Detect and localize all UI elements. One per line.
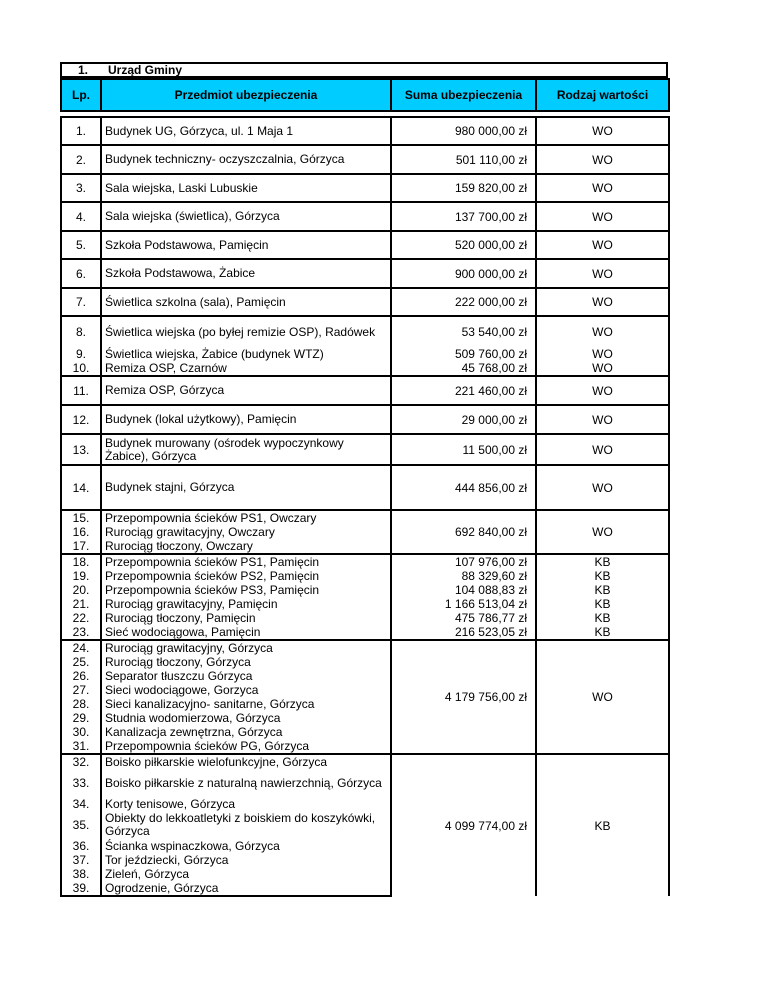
row-description: Studnia wodomierzowa, Górzyca bbox=[101, 711, 391, 725]
row-lp: 36. bbox=[61, 839, 101, 853]
row-description: Sieci wodociągowe, Gorzyca bbox=[101, 683, 391, 697]
header-sum: Suma ubezpieczenia bbox=[391, 79, 536, 111]
row-lp: 38. bbox=[61, 867, 101, 881]
row-type: KB bbox=[536, 625, 669, 640]
table-row bbox=[61, 347, 669, 361]
row-description: Boisko piłkarskie wielofunkcyjne, Górzyca bbox=[101, 754, 391, 769]
row-type: WO bbox=[536, 405, 669, 434]
row-lp: 37. bbox=[61, 853, 101, 867]
row-sum: 53 540,00 zł bbox=[391, 316, 536, 347]
group-type: WO bbox=[536, 640, 669, 754]
group-type: WO bbox=[536, 510, 669, 554]
row-description: Budynek (lokal użytkowy), Pamięcin bbox=[101, 405, 391, 434]
row-description: Remiza OSP, Górzyca bbox=[101, 376, 391, 405]
row-lp: 4. bbox=[61, 202, 101, 231]
table-row bbox=[61, 465, 669, 510]
table-row bbox=[61, 231, 669, 259]
row-sum: 221 460,00 zł bbox=[391, 376, 536, 405]
row-lp: 33. bbox=[61, 769, 101, 797]
row-lp: 27. bbox=[61, 683, 101, 697]
row-sum: 159 820,00 zł bbox=[391, 174, 536, 202]
table-row bbox=[61, 145, 669, 174]
table-body bbox=[61, 117, 669, 896]
row-description: Przepompownia ścieków PG, Górzyca bbox=[101, 739, 391, 754]
insurance-table bbox=[60, 78, 670, 897]
header-type: Rodzaj wartości bbox=[536, 79, 669, 111]
group-sum: 692 840,00 zł bbox=[391, 510, 536, 554]
row-lp: 20. bbox=[61, 583, 101, 597]
table-row bbox=[61, 259, 669, 288]
row-lp: 31. bbox=[61, 739, 101, 754]
row-description: Ścianka wspinaczkowa, Górzyca bbox=[101, 839, 391, 853]
table-row bbox=[61, 202, 669, 231]
table-row bbox=[61, 554, 669, 569]
row-description: Budynek stajni, Górzyca bbox=[101, 465, 391, 510]
row-lp: 19. bbox=[61, 569, 101, 583]
section-number: 1. bbox=[77, 63, 88, 77]
header-row bbox=[61, 79, 669, 111]
row-lp: 21. bbox=[61, 597, 101, 611]
row-sum: 980 000,00 zł bbox=[391, 117, 536, 145]
row-sum: 29 000,00 zł bbox=[391, 405, 536, 434]
row-type: KB bbox=[536, 597, 669, 611]
table-row bbox=[61, 316, 669, 347]
row-type: WO bbox=[536, 376, 669, 405]
row-lp: 2. bbox=[61, 145, 101, 174]
row-lp: 3. bbox=[61, 174, 101, 202]
row-sum: 520 000,00 zł bbox=[391, 231, 536, 259]
row-lp: 39. bbox=[61, 881, 101, 896]
row-description: Świetlica szkolna (sala), Pamięcin bbox=[101, 288, 391, 316]
row-type: WO bbox=[536, 174, 669, 202]
row-lp: 34. bbox=[61, 797, 101, 811]
section-title-row bbox=[60, 62, 668, 78]
row-sum: 475 786,77 zł bbox=[391, 611, 536, 625]
row-description: Rurociąg grawitacyjny, Owczary bbox=[101, 525, 391, 539]
table-row bbox=[61, 625, 669, 640]
row-lp: 35. bbox=[61, 811, 101, 839]
row-lp: 15. bbox=[61, 510, 101, 525]
group-sum: 4 179 756,00 zł bbox=[391, 640, 536, 754]
table-row bbox=[61, 117, 669, 145]
row-type: WO bbox=[536, 434, 669, 465]
row-description: Rurociąg tłoczony, Górzyca bbox=[101, 655, 391, 669]
row-description: Tor jeździecki, Górzyca bbox=[101, 853, 391, 867]
table-row bbox=[61, 597, 669, 611]
group-sum: 4 099 774,00 zł bbox=[391, 754, 536, 896]
row-lp: 23. bbox=[61, 625, 101, 640]
row-type: WO bbox=[536, 361, 669, 376]
row-description: Szkoła Podstawowa, Pamięcin bbox=[101, 231, 391, 259]
row-lp: 22. bbox=[61, 611, 101, 625]
row-type: KB bbox=[536, 583, 669, 597]
row-sum: 45 768,00 zł bbox=[391, 361, 536, 376]
section-name: Urząd Gminy bbox=[108, 63, 183, 77]
row-description: Przepompownia ścieków PS1, Pamięcin bbox=[101, 554, 391, 569]
row-description: Budynek techniczny- oczyszczalnia, Górzyca bbox=[101, 145, 391, 174]
row-lp: 11. bbox=[61, 376, 101, 405]
row-type: WO bbox=[536, 316, 669, 347]
row-lp: 26. bbox=[61, 669, 101, 683]
row-sum: 137 700,00 zł bbox=[391, 202, 536, 231]
row-description: Sala wiejska (świetlica), Górzyca bbox=[101, 202, 391, 231]
table-row bbox=[61, 640, 669, 655]
row-lp: 12. bbox=[61, 405, 101, 434]
row-description: Boisko piłkarskie z naturalną nawierzchnią, Górzyca bbox=[101, 769, 391, 797]
row-type: WO bbox=[536, 347, 669, 361]
insurance-sheet bbox=[60, 62, 668, 897]
group-type: KB bbox=[536, 754, 669, 896]
table-row bbox=[61, 288, 669, 316]
row-lp: 14. bbox=[61, 465, 101, 510]
row-description: Sieć wodociągowa, Pamięcin bbox=[101, 625, 391, 640]
row-lp: 8. bbox=[61, 316, 101, 347]
row-description: Separator tłuszczu Górzyca bbox=[101, 669, 391, 683]
header-lp: Lp. bbox=[61, 79, 101, 111]
row-lp: 13. bbox=[61, 434, 101, 465]
row-sum: 104 088,83 zł bbox=[391, 583, 536, 597]
row-description: Przepompownia ścieków PS1, Owczary bbox=[101, 510, 391, 525]
row-sum: 216 523,05 zł bbox=[391, 625, 536, 640]
table-row bbox=[61, 583, 669, 597]
row-type: KB bbox=[536, 569, 669, 583]
row-description: Rurociąg tłoczony, Owczary bbox=[101, 539, 391, 554]
row-description: Świetlica wiejska (po byłej remizie OSP), Radówek bbox=[101, 316, 391, 347]
row-type: WO bbox=[536, 202, 669, 231]
row-description: Przepompownia ścieków PS3, Pamięcin bbox=[101, 583, 391, 597]
row-lp: 10. bbox=[61, 361, 101, 376]
row-type: KB bbox=[536, 554, 669, 569]
row-sum: 444 856,00 zł bbox=[391, 465, 536, 510]
row-type: WO bbox=[536, 288, 669, 316]
row-lp: 25. bbox=[61, 655, 101, 669]
table-row bbox=[61, 611, 669, 625]
row-lp: 6. bbox=[61, 259, 101, 288]
row-lp: 5. bbox=[61, 231, 101, 259]
row-description: Świetlica wiejska, Żabice (budynek WTZ) bbox=[101, 347, 391, 361]
row-sum: 107 976,00 zł bbox=[391, 554, 536, 569]
row-description: Korty tenisowe, Górzyca bbox=[101, 797, 391, 811]
row-type: WO bbox=[536, 145, 669, 174]
row-sum: 1 166 513,04 zł bbox=[391, 597, 536, 611]
row-sum: 900 000,00 zł bbox=[391, 259, 536, 288]
table-row bbox=[61, 569, 669, 583]
row-description: Ogrodzenie, Górzyca bbox=[101, 881, 391, 896]
row-description: Sieci kanalizacyjno- sanitarne, Górzyca bbox=[101, 697, 391, 711]
row-sum: 501 110,00 zł bbox=[391, 145, 536, 174]
row-type: KB bbox=[536, 611, 669, 625]
row-lp: 18. bbox=[61, 554, 101, 569]
row-description: Remiza OSP, Czarnów bbox=[101, 361, 391, 376]
row-description: Rurociąg grawitacyjny, Pamięcin bbox=[101, 597, 391, 611]
table-row bbox=[61, 754, 669, 769]
table-row bbox=[61, 510, 669, 525]
row-sum: 88 329,60 zł bbox=[391, 569, 536, 583]
row-lp: 28. bbox=[61, 697, 101, 711]
row-description: Zieleń, Górzyca bbox=[101, 867, 391, 881]
table-row bbox=[61, 434, 669, 465]
row-lp: 7. bbox=[61, 288, 101, 316]
row-sum: 509 760,00 zł bbox=[391, 347, 536, 361]
row-lp: 9. bbox=[61, 347, 101, 361]
row-lp: 16. bbox=[61, 525, 101, 539]
row-description: Budynek UG, Górzyca, ul. 1 Maja 1 bbox=[101, 117, 391, 145]
row-description: Kanalizacja zewnętrzna, Górzyca bbox=[101, 725, 391, 739]
table-row bbox=[61, 405, 669, 434]
row-lp: 32. bbox=[61, 754, 101, 769]
table-row bbox=[61, 174, 669, 202]
row-description: Rurociąg tłoczony, Pamięcin bbox=[101, 611, 391, 625]
row-description: Przepompownia ścieków PS2, Pamięcin bbox=[101, 569, 391, 583]
row-description: Sala wiejska, Laski Lubuskie bbox=[101, 174, 391, 202]
row-lp: 1. bbox=[61, 117, 101, 145]
row-description: Szkoła Podstawowa, Żabice bbox=[101, 259, 391, 288]
row-sum: 222 000,00 zł bbox=[391, 288, 536, 316]
table-row bbox=[61, 361, 669, 376]
row-lp: 24. bbox=[61, 640, 101, 655]
row-sum: 11 500,00 zł bbox=[391, 434, 536, 465]
row-lp: 17. bbox=[61, 539, 101, 554]
row-type: WO bbox=[536, 231, 669, 259]
header-subject: Przedmiot ubezpieczenia bbox=[101, 79, 391, 111]
table-row bbox=[61, 376, 669, 405]
row-type: WO bbox=[536, 259, 669, 288]
row-description: Budynek murowany (ośrodek wypoczynkowy Żabice), Górzyca bbox=[101, 434, 391, 465]
row-description: Obiekty do lekkoatletyki z boiskiem do koszykówki, Górzyca bbox=[101, 811, 391, 839]
row-lp: 30. bbox=[61, 725, 101, 739]
row-type: WO bbox=[536, 465, 669, 510]
row-lp: 29. bbox=[61, 711, 101, 725]
row-description: Rurociąg grawitacyjny, Górzyca bbox=[101, 640, 391, 655]
row-type: WO bbox=[536, 117, 669, 145]
